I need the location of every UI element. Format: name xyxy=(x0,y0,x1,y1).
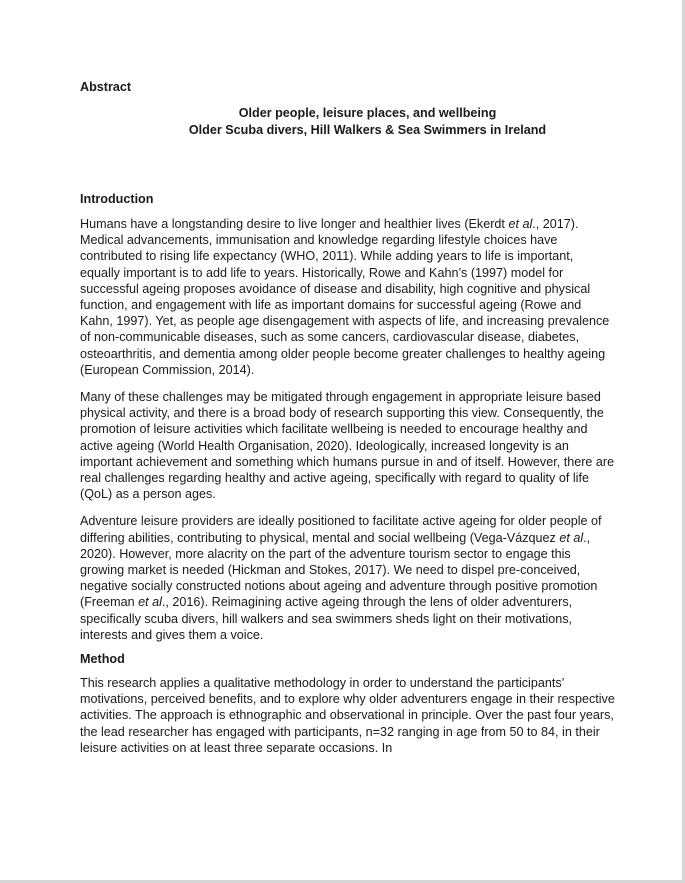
abstract-heading: Abstract xyxy=(80,80,132,94)
title-line-2: Older Scuba divers, Hill Walkers & Sea Swimmers in Ireland xyxy=(188,123,547,137)
paper-title xyxy=(80,105,615,139)
intro-paragraph-3: Adventure leisure providers are ideally positioned to facilitate active ageing for older people of differing abilities, contributing to physical, mental and social wellbeing (Vega-Vázquez et al., 2020). However, more alacrity on the part of the adventure tourism sector to engage this growing market is needed (Hickman and Stokes, 2017). We need to dispel pre-conceived, negative socially constructed notions about ageing and adventure through positive promotion (Freeman et al., 2016). Reimagining active ageing through the lens of older adventurers, specifically scuba divers, hill walkers and sea swimmers sheds light on their motivations, interests and gives them a voice. xyxy=(80,514,602,642)
introduction-heading: Introduction xyxy=(80,192,154,206)
intro-paragraph-1: Humans have a longstanding desire to live longer and healthier lives (Ekerdt et al., 2017). Medical advancements, immunisation and knowledge regarding lifestyle choices have contributed to rising life expectancy (WHO, 2011). While adding years to life is important, equally important is to add life to years. Historically, Rowe and Kahn’s (1997) model for successful ageing proposes avoidance of disease and disability, high cognitive and physical function, and engagement with life as important domains for successful ageing (Rowe and Kahn, 1997). Yet, as people age disengagement with aspects of life, and increasing prevalence of non-communicable diseases, such as some cancers, cardiovascular disease, diabetes, osteoarthritis, and dementia among older people become greater challenges to healthy ageing (European Commission, 2014). xyxy=(80,217,610,377)
title-line-1: Older people, leisure places, and wellbeing xyxy=(238,106,497,120)
italic-et-al: et al xyxy=(508,217,533,231)
method-heading: Method xyxy=(80,652,125,667)
intro-paragraph-2: Many of these challenges may be mitigated through engagement in appropriate leisure based physical activity, and there is a broad body of research supporting this view. Consequently, the promotion of leisure activities which facilitate wellbeing is needed to encourage healthy and active ageing (World Health Organisation, 2020). Ideologically, increased longevity is an important achievement and something which humans pursue in and of itself. However, there are real challenges regarding healthy and active ageing, specifically with regard to quality of life (QoL) as a person ages. xyxy=(80,390,615,502)
italic-et-al: et al xyxy=(138,595,162,610)
italic-et-al: et al xyxy=(559,530,584,545)
document-content xyxy=(80,79,615,767)
method-paragraph-1: This research applies a qualitative methodology in order to understand the participants’ motivations, perceived benefits, and to explore why older adventurers engage in their respective activities. The approach is ethnographic and observational in principle. Over the past four years, the lead researcher has engaged with participants, n=32 ranging in age from 50 to 84, in their leisure activities on at least three separate occasions. In xyxy=(80,676,615,755)
